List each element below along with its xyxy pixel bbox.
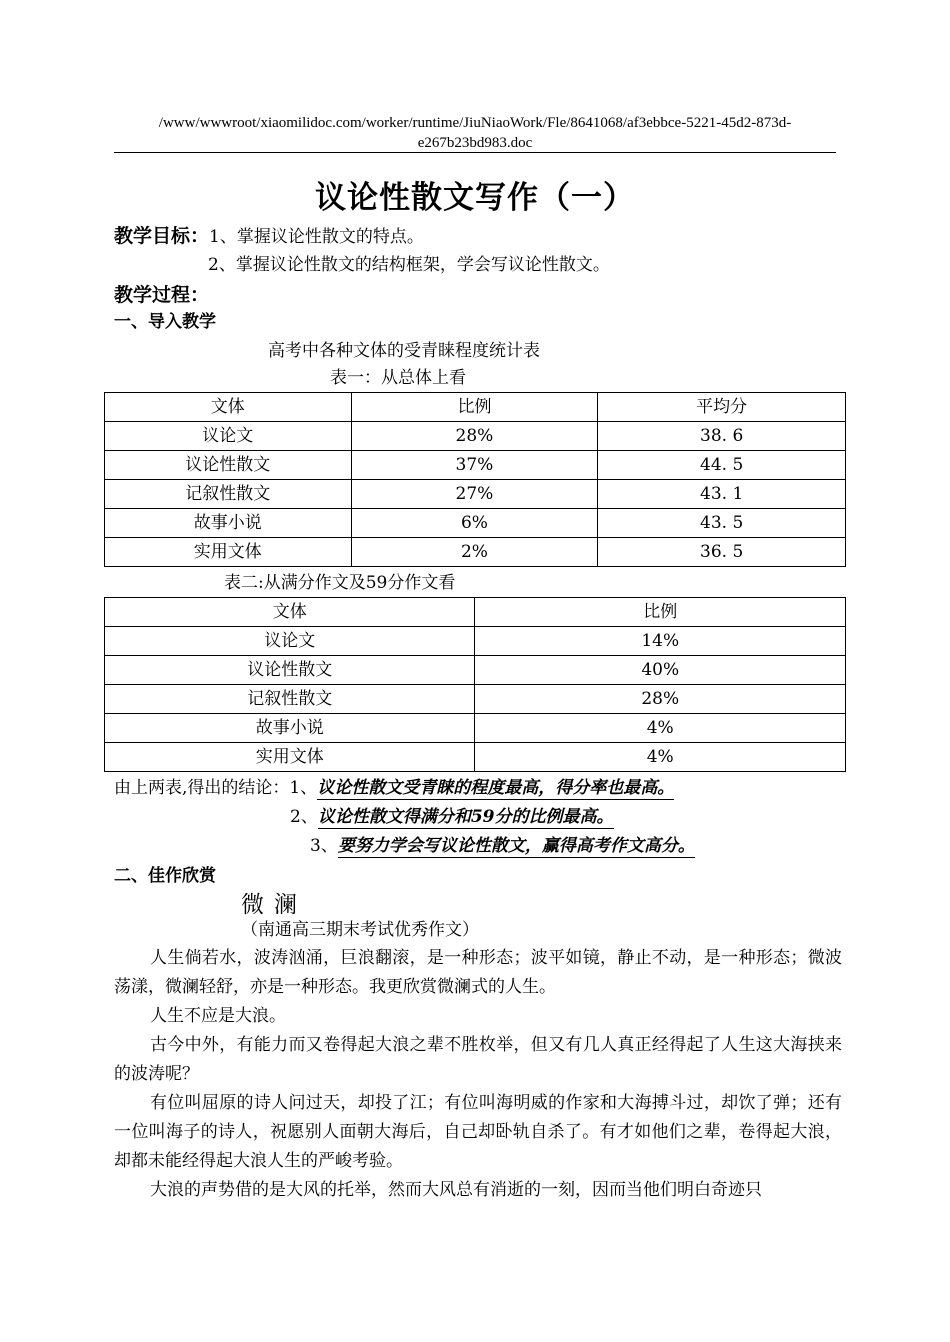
essay-title: 微澜 xyxy=(241,892,307,918)
table-cell: 议论文 xyxy=(105,627,475,656)
table1-caption: 表一：从总体上看 xyxy=(330,368,466,388)
essay-body xyxy=(114,944,842,1205)
stats-caption: 高考中各种文体的受青睐程度统计表 xyxy=(268,341,540,361)
goal-item-2: 2、掌握议论性散文的结构框架，学会写议论性散文。 xyxy=(208,255,610,275)
conclusion-num-3: 3、 xyxy=(310,836,338,856)
table-cell: 43. 1 xyxy=(598,480,846,509)
process-label: 教学过程： xyxy=(114,284,210,306)
table-cell: 实用文体 xyxy=(105,538,352,567)
table-header-cell: 比例 xyxy=(475,598,846,627)
table-cell: 故事小说 xyxy=(105,509,352,538)
teaching-goals xyxy=(114,224,424,249)
conclusion-text-3: 要努力学会写议论性散文，赢得高考作文高分。 xyxy=(337,836,695,856)
conclusion-3 xyxy=(310,834,695,858)
section1-heading: 一、导入教学 xyxy=(114,312,216,332)
essay-source: （南通高三期末考试优秀作文） xyxy=(241,920,479,940)
conclusion-2 xyxy=(290,805,614,829)
goals-label: 教学目标： xyxy=(114,225,210,247)
table-header-cell: 文体 xyxy=(105,393,352,422)
table-row xyxy=(105,743,846,772)
table-overall xyxy=(104,392,846,567)
table-row xyxy=(105,422,846,451)
essay-paragraph: 古今中外，有能力而又卷得起大浪之辈不胜枚举，但又有几人真正经得起了人生这大海挟来的波涛呢？ xyxy=(114,1035,842,1084)
table-cell: 记叙性散文 xyxy=(105,685,475,714)
table-row xyxy=(105,685,846,714)
table-row xyxy=(105,509,846,538)
conclusion-1 xyxy=(114,776,674,800)
goal-item-1: 1、掌握议论性散文的特点。 xyxy=(209,227,424,247)
table-cell: 2% xyxy=(351,538,598,567)
table-cell: 36. 5 xyxy=(598,538,846,567)
essay-paragraph: 有位叫屈原的诗人问过天，却投了江；有位叫海明威的作家和大海搏斗过，却饮了弹；还有一位叫海子的诗人，祝愿别人面朝大海后，自己却卧轨自杀了。有才如他们之辈，卷得起大浪，却都未能经得起大浪人生的严峻考验。 xyxy=(114,1093,842,1171)
table-cell: 实用文体 xyxy=(105,743,475,772)
table-row xyxy=(105,627,846,656)
table-cell: 议论性散文 xyxy=(105,451,352,480)
table-cell: 故事小说 xyxy=(105,714,475,743)
table-cell: 28% xyxy=(475,685,846,714)
table-cell: 37% xyxy=(351,451,598,480)
conclusion-lead: 由上两表,得出的结论：1、 xyxy=(114,778,318,798)
table-fullscore xyxy=(104,597,846,772)
essay-paragraph: 人生不应是大浪。 xyxy=(150,1006,286,1026)
table-cell: 14% xyxy=(475,627,846,656)
table2-caption: 表二:从满分作文及59分作文看 xyxy=(224,573,456,593)
table-row xyxy=(105,656,846,685)
table-header-row xyxy=(105,393,846,422)
essay-paragraph: 人生倘若水，波涛汹涌，巨浪翻滚，是一种形态；波平如镜，静止不动，是一种形态；微波荡漾，微澜轻舒，亦是一种形态。我更欣赏微澜式的人生。 xyxy=(114,948,842,997)
table-cell: 44. 5 xyxy=(598,451,846,480)
table-cell: 38. 6 xyxy=(598,422,846,451)
table-row xyxy=(105,538,846,567)
file-path-header: /www/wwwroot/xiaomilidoc.com/worker/runtime/JiuNiaoWork/Fle/8641068/af3ebbce-5221-45d2-873d-e267b23bd983.doc xyxy=(158,115,792,151)
table-cell: 4% xyxy=(475,743,846,772)
table-cell: 6% xyxy=(351,509,598,538)
table-row xyxy=(105,480,846,509)
document-title: 议论性散文写作（一） xyxy=(315,180,635,216)
header-rule xyxy=(114,152,836,153)
table-cell: 议论文 xyxy=(105,422,352,451)
table-cell: 43. 5 xyxy=(598,509,846,538)
table-cell: 议论性散文 xyxy=(105,656,475,685)
conclusion-num-2: 2、 xyxy=(290,807,318,827)
table-cell: 4% xyxy=(475,714,846,743)
table-row xyxy=(105,451,846,480)
table-row xyxy=(105,714,846,743)
table-header-cell: 平均分 xyxy=(598,393,846,422)
table-cell: 27% xyxy=(351,480,598,509)
conclusion-text-2: 议论性散文得满分和59分的比例最高。 xyxy=(317,807,614,827)
table-header-cell: 比例 xyxy=(351,393,598,422)
conclusion-text-1: 议论性散文受青睐的程度最高，得分率也最高。 xyxy=(317,778,675,798)
table-cell: 40% xyxy=(475,656,846,685)
table-header-row xyxy=(105,598,846,627)
essay-paragraph: 大浪的声势借的是大风的托举，然而大风总有消逝的一刻，因而当他们明白奇迹只 xyxy=(150,1180,762,1200)
table-cell: 记叙性散文 xyxy=(105,480,352,509)
table-cell: 28% xyxy=(351,422,598,451)
table-header-cell: 文体 xyxy=(105,598,475,627)
section2-heading: 二、佳作欣赏 xyxy=(114,866,216,886)
